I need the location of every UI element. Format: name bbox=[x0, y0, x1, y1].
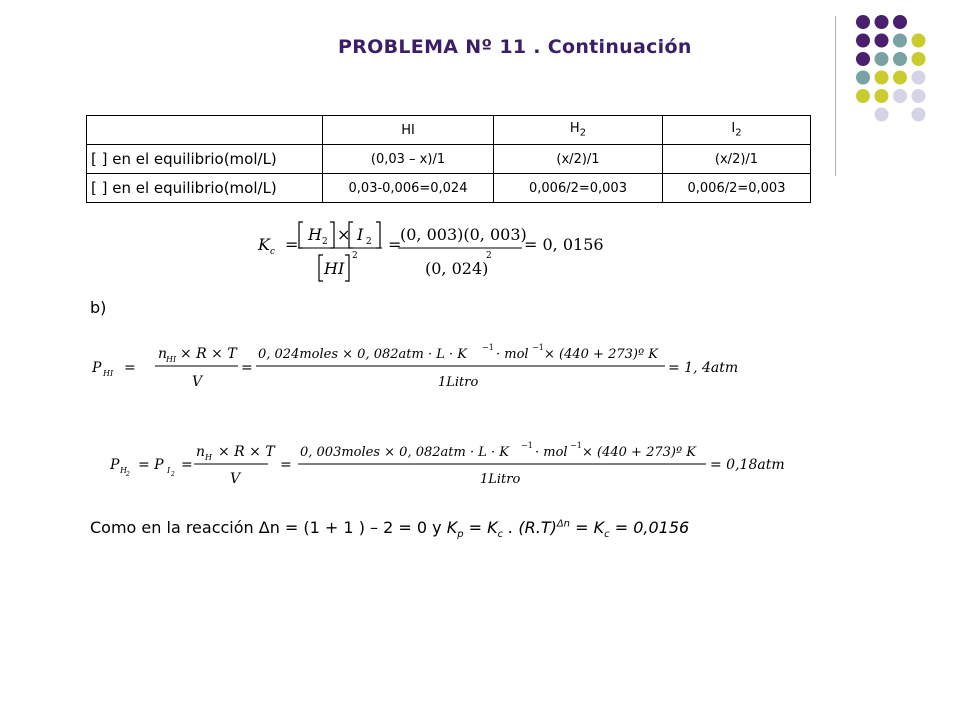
den-v: V bbox=[192, 374, 203, 390]
num-i: I bbox=[357, 225, 364, 244]
num-rest: × R × T bbox=[180, 346, 237, 362]
den-value-exp: 2 bbox=[486, 251, 492, 261]
table-header-hi: HI bbox=[323, 116, 494, 145]
equals: = bbox=[285, 235, 299, 254]
calc-numerator: 0, 024moles × 0, 082atm · L · K bbox=[258, 347, 467, 362]
eq-p-i2: = P bbox=[138, 457, 164, 473]
section-b-label: b) bbox=[90, 298, 107, 317]
p-i-sub2: 2 bbox=[171, 471, 175, 478]
equals: = bbox=[124, 360, 136, 376]
calc-den: 1Litro bbox=[480, 472, 521, 487]
bracket bbox=[349, 222, 380, 248]
equals: = bbox=[241, 360, 253, 376]
p-h2-result: = 0,18atm bbox=[710, 457, 785, 473]
p-sub2: 2 bbox=[126, 471, 130, 478]
cell-hi: 0,03-0,006=0,024 bbox=[323, 174, 494, 203]
page-title: PROBLEMA Nº 11 . Continuación bbox=[338, 36, 692, 58]
cell-h2: (x/2)/1 bbox=[494, 145, 663, 174]
cell-i2: (x/2)/1 bbox=[663, 145, 811, 174]
n-symbol: n bbox=[158, 346, 168, 362]
p-hi-result: = 1, 4atm bbox=[668, 360, 739, 376]
n-symbol: n bbox=[196, 444, 206, 460]
num-h-sub: 2 bbox=[322, 237, 328, 247]
cell-i2: 0,006/2=0,003 bbox=[663, 174, 811, 203]
den-exp: 2 bbox=[352, 251, 358, 261]
exp-neg1: −1 bbox=[521, 441, 533, 450]
calc-mol: · mol bbox=[535, 445, 568, 460]
p-i-sub: I bbox=[167, 466, 171, 475]
equals: = bbox=[388, 235, 402, 254]
p-h2-formula bbox=[109, 441, 785, 487]
den-v: V bbox=[230, 471, 241, 487]
p-sub: H bbox=[120, 466, 127, 475]
calc-numerator: 0, 003moles × 0, 082atm · L · K bbox=[300, 445, 509, 460]
exp-neg1: −1 bbox=[482, 343, 494, 352]
cell-hi: (0,03 – x)/1 bbox=[323, 145, 494, 174]
n-sub: HI bbox=[166, 355, 177, 364]
row-label: [ ] en el equilibrio(mol/L) bbox=[87, 145, 323, 174]
p-hi-formula bbox=[91, 343, 738, 390]
kc-result: = 0, 0156 bbox=[524, 235, 604, 254]
equals: = bbox=[181, 457, 193, 473]
calc-mol: · mol bbox=[496, 347, 529, 362]
kc-symbol: K bbox=[258, 235, 270, 254]
num-h: H bbox=[308, 225, 322, 244]
den-hi: HI bbox=[324, 259, 345, 278]
num-rest: × R × T bbox=[218, 444, 275, 460]
n-sub: H bbox=[205, 453, 212, 462]
kc-formula bbox=[257, 222, 604, 281]
conclusion-text: Como en la reacción Δn = (1 + 1 ) – 2 = 0 y $K_p = K_c$ . $(R.T)^{\Delta n} = K_c = 0,0156$ bbox=[90, 518, 690, 541]
p-sub: HI bbox=[103, 369, 114, 378]
calc-temp: × (440 + 273)º K bbox=[582, 445, 696, 460]
den-value: (0, 024) bbox=[425, 259, 489, 278]
p-symbol: P bbox=[92, 360, 102, 376]
times: × bbox=[337, 225, 351, 244]
equals: = bbox=[280, 457, 292, 473]
table-header-i2: $I_2$ bbox=[663, 116, 811, 145]
kc-sub: c bbox=[270, 247, 276, 257]
exp-neg1: −1 bbox=[532, 343, 544, 352]
num-i-sub: 2 bbox=[366, 237, 372, 247]
calc-temp: × (440 + 273)º K bbox=[544, 347, 658, 362]
num-values: (0, 003)(0, 003) bbox=[400, 225, 527, 244]
cell-h2: 0,006/2=0,003 bbox=[494, 174, 663, 203]
table-header-h2: $H_2$ bbox=[494, 116, 663, 145]
calc-den: 1Litro bbox=[438, 375, 479, 390]
p-symbol: P bbox=[110, 457, 120, 473]
row-label: [ ] en el equilibrio(mol/L) bbox=[87, 174, 323, 203]
exp-neg1: −1 bbox=[570, 441, 582, 450]
